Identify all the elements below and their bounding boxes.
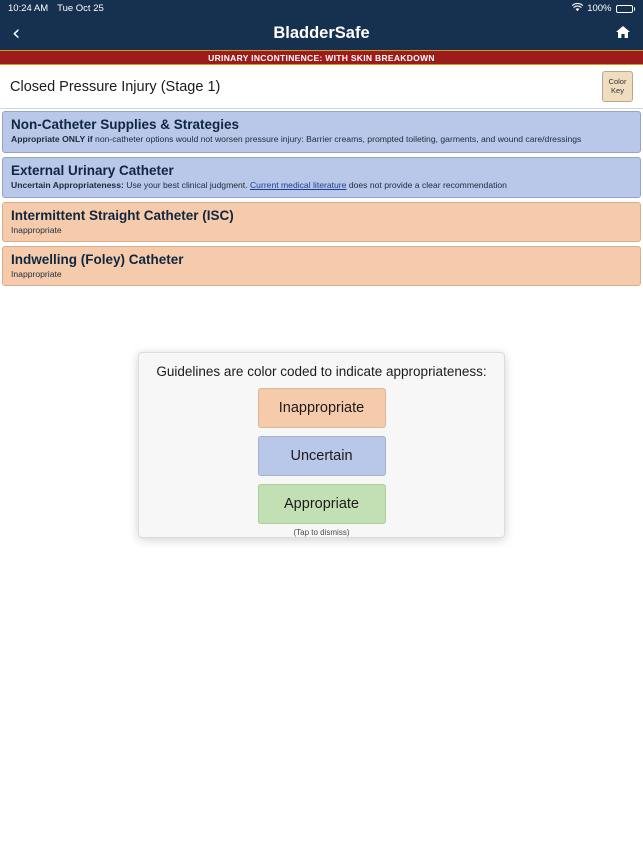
wifi-icon <box>572 3 583 15</box>
guideline-detail-text: non-catheter options would not worsen pressure injury: Barrier creams, prompted toileting, garments, and wound care/dressings <box>92 134 582 144</box>
section-header <box>0 65 643 109</box>
guideline-detail <box>11 180 632 192</box>
color-key-label-line2: Key <box>611 85 624 95</box>
guideline-detail-lead: Appropriate ONLY if <box>11 134 93 144</box>
color-key-button[interactable] <box>602 71 633 102</box>
battery-percent: 100% <box>587 3 612 14</box>
guideline-title: External Urinary Catheter <box>11 162 174 178</box>
guideline-detail-text: Use your best clinical judgment. <box>123 179 250 190</box>
status-bar <box>0 0 643 17</box>
condition-banner: URINARY INCONTINENCE: WITH SKIN BREAKDOWN <box>0 50 643 65</box>
color-key-modal-title: Guidelines are color coded to indicate appropriateness: <box>156 364 487 379</box>
color-key-modal[interactable] <box>138 352 505 538</box>
list-item[interactable] <box>2 246 641 286</box>
medical-literature-link[interactable]: Current medical literature <box>249 179 347 190</box>
guideline-detail <box>11 134 632 146</box>
section-title: Closed Pressure Injury (Stage 1) <box>10 78 221 95</box>
list-item[interactable] <box>2 202 641 242</box>
swatch-appropriate: Appropriate <box>258 484 386 524</box>
dismiss-hint: (Tap to dismiss) <box>293 528 350 537</box>
guideline-detail-text-after: does not provide a clear recommendation <box>346 179 507 190</box>
home-icon[interactable] <box>615 25 631 43</box>
guideline-title: Indwelling (Foley) Catheter <box>11 252 184 268</box>
chevron-left-icon[interactable]: ‹ <box>12 21 21 45</box>
list-item[interactable] <box>2 157 641 199</box>
page-title: BladderSafe <box>273 24 370 42</box>
navigation-bar <box>0 17 643 50</box>
list-item[interactable] <box>2 111 641 153</box>
status-bar-right <box>572 3 635 15</box>
guideline-category-label: Inappropriate <box>11 225 62 236</box>
color-key-label-line1: Color <box>608 76 627 86</box>
swatch-uncertain: Uncertain <box>258 436 386 476</box>
guideline-list <box>0 111 643 286</box>
status-bar-left <box>8 3 104 14</box>
status-date: Tue Oct 25 <box>57 3 104 14</box>
battery-icon <box>616 5 636 13</box>
guideline-title: Non-Catheter Supplies & Strategies <box>11 117 240 132</box>
status-time: 10:24 AM <box>8 3 49 14</box>
guideline-category-label: Inappropriate <box>11 269 62 280</box>
swatch-inappropriate: Inappropriate <box>258 388 386 428</box>
guideline-detail-lead: Uncertain Appropriateness: <box>11 179 124 190</box>
guideline-title: Intermittent Straight Catheter (ISC) <box>11 208 234 224</box>
